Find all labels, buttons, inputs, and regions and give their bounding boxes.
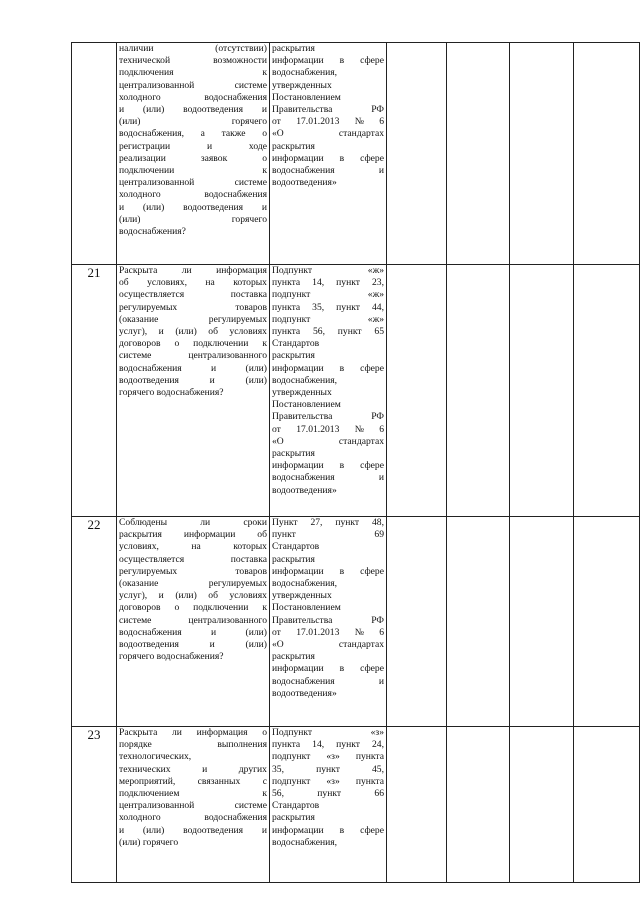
reference-text-line: подпункт «з» пункта (272, 751, 384, 763)
question-text-line: наличии (отсутствии) (119, 43, 267, 54)
question-text-line: системе централизованного (119, 614, 267, 626)
reference-text-line: водоснабжения, (272, 578, 338, 590)
question-text-line: и (или) водоотведения и (119, 824, 267, 836)
reference-text-line: утвержденных (272, 590, 332, 602)
question-text-line: регулируемых товаров (119, 301, 267, 313)
reference-text-line: Подпункт «ж» (272, 265, 384, 276)
question-cell (117, 43, 270, 265)
notes-cell (574, 727, 640, 883)
notes-cell (574, 517, 640, 727)
question-text-line: Раскрыта ли информация о (119, 727, 267, 738)
reference-text-line: от 17.01.2013 № 6 (272, 423, 384, 435)
legal-reference-cell (270, 727, 387, 883)
question-text-line: технической возможности (119, 55, 267, 67)
reference-text-line: водоснабжения и (272, 472, 384, 484)
reference-text-line: пункт 69 (272, 529, 384, 541)
answer-no-cell (447, 517, 510, 727)
reference-text-line: Постановлением (272, 91, 341, 103)
question-cell (117, 265, 270, 517)
question-text-line: водоснабжения? (119, 226, 186, 238)
row-number-cell (72, 43, 117, 265)
reference-text-line: информации в сфере (272, 460, 384, 472)
question-text-line: регулируемых товаров (119, 565, 267, 577)
answer-na-cell (510, 43, 574, 265)
question-text-line: (или) горячего (119, 836, 179, 848)
question-text-line: горячего водоснабжения? (119, 387, 224, 399)
reference-text-line: пункта 14, пункт 23, (272, 277, 384, 289)
question-text-line: (оказание регулируемых (119, 313, 267, 325)
question-text-line: водоснабжения и (или) (119, 362, 267, 374)
question-text-line: подключении к (119, 165, 267, 177)
reference-text-line: информации в сфере (272, 152, 384, 164)
reference-text-line: водоотведения» (272, 177, 337, 189)
question-text-line: договоров о подключении к (119, 602, 267, 614)
reference-text-line: раскрытия (272, 43, 315, 54)
legal-reference-cell (270, 517, 387, 727)
question-text-line: договоров о подключении к (119, 338, 267, 350)
question-text-line: горячего водоснабжения? (119, 651, 224, 663)
question-text-line: технологических, (119, 751, 192, 763)
reference-text-line: «О стандартах (272, 128, 384, 140)
notes-cell (574, 265, 640, 517)
reference-text-line: от 17.01.2013 № 6 (272, 116, 384, 128)
table-row (72, 43, 640, 265)
reference-text-line: водоснабжения и (272, 165, 384, 177)
reference-text-line: информации в сфере (272, 362, 384, 374)
reference-text-line: Подпункт «з» (272, 727, 384, 738)
reference-text-line: подпункт «ж» (272, 289, 384, 301)
row-number-cell: 22 (72, 517, 117, 727)
question-text-line: мероприятий, связанных с (119, 775, 267, 787)
reference-text-line: информации в сфере (272, 663, 384, 675)
reference-text-line: информации в сфере (272, 55, 384, 67)
question-text-line: и (или) водоотведения и (119, 104, 267, 116)
question-text-line: централизованной системе (119, 800, 267, 812)
legal-reference-cell (270, 43, 387, 265)
reference-text-line: раскрытия (272, 553, 315, 565)
answer-no-cell (447, 265, 510, 517)
question-text-line: централизованной системе (119, 79, 267, 91)
checklist-table-wrapper (71, 42, 640, 883)
question-text-line: реализации заявок о (119, 152, 267, 164)
question-text-line: холодного водоснабжения (119, 812, 267, 824)
question-text-line: Раскрыта ли информация (119, 265, 267, 276)
reference-text-line: информации в сфере (272, 824, 384, 836)
question-text-line: услуг), и (или) об условиях (119, 326, 267, 338)
question-text-line: водоотведения и (или) (119, 374, 267, 386)
question-text-line: осуществляется поставка (119, 289, 267, 301)
question-text-line: водоснабжения и (или) (119, 626, 267, 638)
question-text-line: услуг), и (или) об условиях (119, 590, 267, 602)
reference-text-line: водоснабжения, (272, 374, 338, 386)
reference-text-line: Постановлением (272, 602, 341, 614)
question-text-line: системе централизованного (119, 350, 267, 362)
answer-no-cell (447, 43, 510, 265)
reference-text-line: Постановлением (272, 399, 341, 411)
question-text-line: и (или) водоотведения и (119, 201, 267, 213)
reference-text-line: информации в сфере (272, 565, 384, 577)
reference-text-line: утвержденных (272, 79, 332, 91)
row-number-cell: 21 (72, 265, 117, 517)
question-text-line: холодного водоснабжения (119, 189, 267, 201)
reference-text-line: водоснабжения и (272, 675, 384, 687)
answer-yes-cell (387, 517, 447, 727)
question-text-line: водоснабжения, а также о (119, 128, 267, 140)
legal-reference-cell (270, 265, 387, 517)
reference-text-line: Правительства РФ (272, 614, 384, 626)
reference-text-line: Правительства РФ (272, 104, 384, 116)
reference-text-line: от 17.01.2013 № 6 (272, 626, 384, 638)
answer-na-cell (510, 265, 574, 517)
reference-text-line: пункта 35, пункт 44, (272, 301, 384, 313)
question-text-line: Соблюдены ли сроки (119, 517, 267, 528)
question-text-line: раскрытия информации об (119, 529, 267, 541)
row-number-cell: 23 (72, 727, 117, 883)
reference-text-line: раскрытия (272, 448, 315, 460)
table-row (72, 727, 640, 883)
answer-yes-cell (387, 43, 447, 265)
question-cell (117, 727, 270, 883)
table-row (72, 517, 640, 727)
reference-text-line: Правительства РФ (272, 411, 384, 423)
question-text-line: подключения к (119, 67, 267, 79)
question-cell (117, 517, 270, 727)
question-text-line: водоотведения и (или) (119, 639, 267, 651)
question-text-line: порядке выполнения (119, 739, 267, 751)
reference-text-line: раскрытия (272, 350, 315, 362)
question-text-line: об условиях, на которых (119, 277, 267, 289)
notes-cell (574, 43, 640, 265)
reference-text-line: водоснабжения, (272, 836, 338, 848)
answer-na-cell (510, 517, 574, 727)
reference-text-line: пункта 56, пункт 65 (272, 326, 384, 338)
question-text-line: условиях, на которых (119, 541, 267, 553)
answer-yes-cell (387, 265, 447, 517)
reference-text-line: раскрытия (272, 140, 315, 152)
question-text-line: холодного водоснабжения (119, 91, 267, 103)
reference-text-line: водоснабжения, (272, 67, 338, 79)
question-text-line: регистрации и ходе (119, 140, 267, 152)
reference-text-line: Стандартов (272, 338, 320, 350)
answer-yes-cell (387, 727, 447, 883)
reference-text-line: Стандартов (272, 541, 320, 553)
reference-text-line: раскрытия (272, 812, 315, 824)
answer-no-cell (447, 727, 510, 883)
question-text-line: централизованной системе (119, 177, 267, 189)
question-text-line: (оказание регулируемых (119, 578, 267, 590)
reference-text-line: 35, пункт 45, (272, 763, 384, 775)
checklist-table (71, 42, 640, 883)
question-text-line: (или) горячего (119, 116, 267, 128)
reference-text-line: пункта 14, пункт 24, (272, 739, 384, 751)
question-text-line: (или) горячего (119, 213, 267, 225)
reference-text-line: Стандартов (272, 800, 320, 812)
reference-text-line: подпункт «з» пункта (272, 775, 384, 787)
reference-text-line: «О стандартах (272, 435, 384, 447)
reference-text-line: подпункт «ж» (272, 313, 384, 325)
checklist-table-body (72, 43, 640, 883)
reference-text-line: Пункт 27, пункт 48, (272, 517, 384, 528)
reference-text-line: «О стандартах (272, 639, 384, 651)
reference-text-line: водоотведения» (272, 484, 337, 496)
question-text-line: технических и других (119, 763, 267, 775)
table-row (72, 265, 640, 517)
reference-text-line: 56, пункт 66 (272, 788, 384, 800)
question-text-line: подключением к (119, 788, 267, 800)
reference-text-line: раскрытия (272, 651, 315, 663)
answer-na-cell (510, 727, 574, 883)
question-text-line: осуществляется поставка (119, 553, 267, 565)
reference-text-line: утвержденных (272, 387, 332, 399)
reference-text-line: водоотведения» (272, 687, 337, 699)
